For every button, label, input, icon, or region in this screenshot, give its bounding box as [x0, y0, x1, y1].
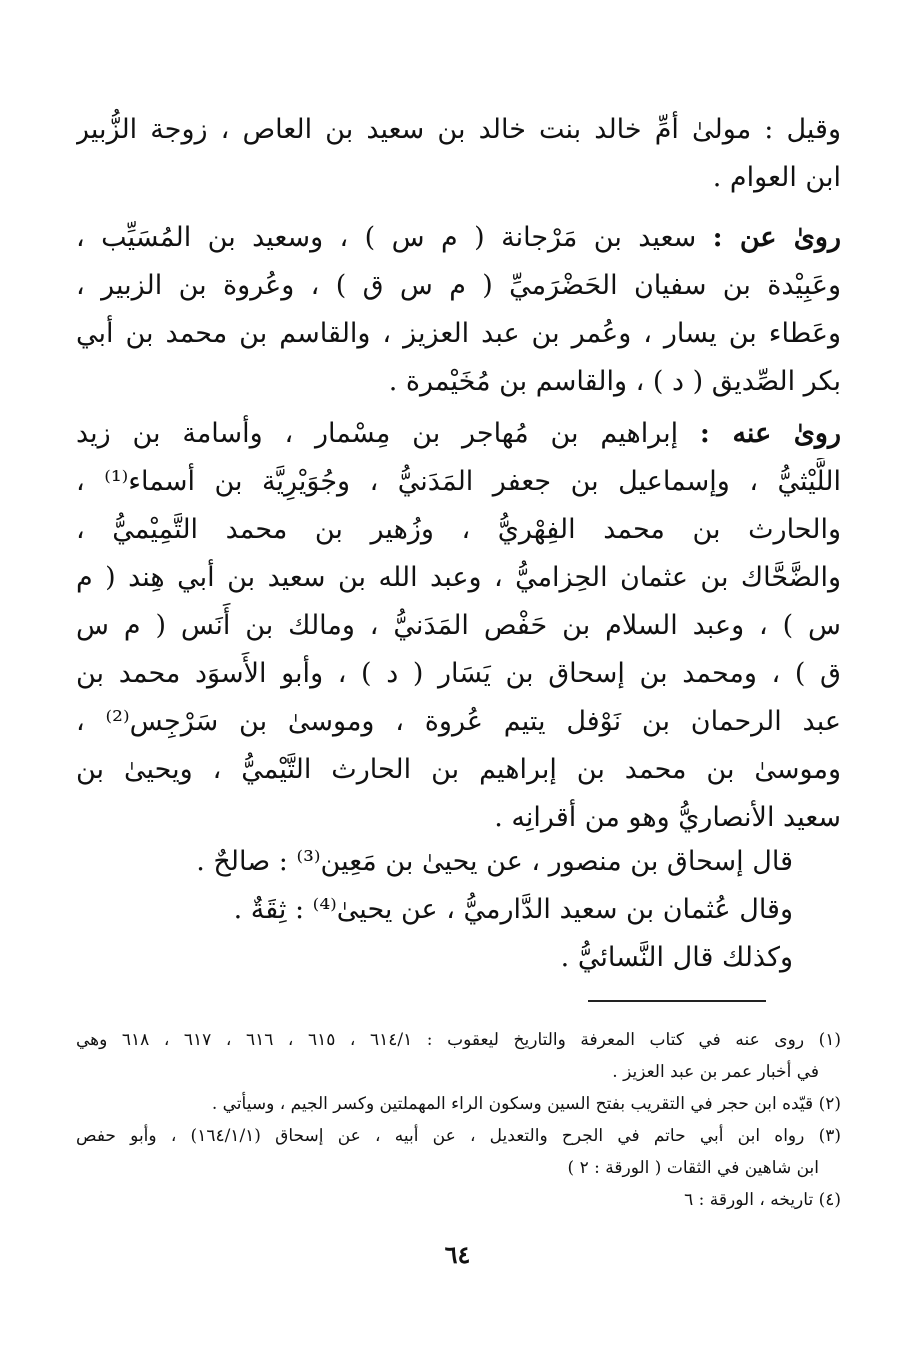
text-line: والضَّحَّاك بن عثمان الحِزاميُّ ، وعبد الله بن سعيد بن أبي هِند ( م	[76, 562, 841, 593]
text-line: وقيل : مولىٰ أمِّ خالد بنت خالد بن سعيد بن العاص ، زوجة الزُّبير	[76, 114, 841, 145]
text-line: س ) ، وعبد السلام بن حَفْص المَدَنيُّ ، ومالك بن أَنَس ( م س	[76, 610, 841, 641]
text-line: عبد الرحمان بن نَوْفل يتيم عُروة ، وموسىٰ بن سَرْجِس⁽²⁾ ،	[76, 706, 841, 737]
text-line: وعَبِيْدة بن سفيان الحَضْرَميِّ ( م س ق ) ، وعُروة بن الزبير ،	[76, 270, 841, 301]
footnote-line: (١) روى عنه في كتاب المعرفة والتاريخ ليعقوب : ٦١٤/١ ، ٦١٥ ، ٦١٦ ، ٦١٧ ، ٦١٨ وهي	[76, 1030, 841, 1050]
footnote-line: ابن شاهين في الثقات ( الورقة : ٢ )	[567, 1158, 819, 1178]
section-label: روىٰ عنه :	[699, 418, 841, 449]
footnote-line: (٢) قيّده ابن حجر في التقريب بفتح السين وسكون الراء المهملتين وكسر الجيم ، وسيأتي .	[211, 1094, 841, 1114]
text-line	[76, 214, 841, 262]
text-line: والحارث بن محمد الفِهْريُّ ، وزُهير بن محمد التَّمِيْميُّ ،	[76, 514, 841, 545]
text-line: بكر الصِّديق ( د ) ، والقاسم بن مُخَيْمرة .	[388, 366, 841, 397]
footnote-line: في أخبار عمر بن عبد العزيز .	[612, 1062, 819, 1082]
text-line: ق ) ، ومحمد بن إسحاق بن يَسَار ( د ) ، وأبو الأَسوَد محمد بن	[76, 658, 841, 689]
page-number: ٦٤	[444, 1240, 471, 1269]
text-line: ابن العوام .	[712, 162, 841, 193]
text-line: سعيد الأنصاريُّ وهو من أقرانِه .	[494, 802, 841, 833]
quotes-block	[76, 838, 841, 982]
footnotes	[76, 1024, 841, 1216]
text-line: اللَّيْثيُّ ، وإسماعيل بن جعفر المَدَنيُّ ، وجُوَيْرِيَّة بن أسماء⁽¹⁾ ،	[76, 466, 841, 497]
text-segment: إبراهيم بن مُهاجر بن مِسْمار ، وأسامة بن زيد	[76, 418, 679, 449]
paragraph-narrated-from	[76, 214, 841, 406]
footnote-line: (٣) رواه ابن أبي حاتم في الجرح والتعديل ، عن أبيه ، عن إسحاق (١٦٤/١/١) ، وأبو حفص	[76, 1126, 841, 1146]
footnote-divider	[588, 1000, 766, 1002]
paragraph-narrated-by	[76, 410, 841, 842]
text-segment: سعيد بن مَرْجانة ( م س ) ، وسعيد بن المُسَيِّب ،	[76, 222, 697, 253]
quote-line: وقال عُثمان بن سعيد الدَّارميُّ ، عن يحيىٰ⁽⁴⁾ : ثِقَةٌ .	[233, 894, 793, 925]
quote-line: قال إسحاق بن منصور ، عن يحيىٰ بن مَعِين⁽³⁾ : صالحٌ .	[196, 846, 793, 877]
paragraph-mawla	[76, 106, 841, 202]
footnote-line: (٤) تاريخه ، الورقة : ٦	[684, 1190, 841, 1210]
text-line: وعَطاء بن يسار ، وعُمر بن عبد العزيز ، والقاسم بن محمد بن أبي	[76, 318, 841, 349]
section-label: روىٰ عن :	[712, 222, 841, 253]
text-line: وموسىٰ بن محمد بن إبراهيم بن الحارث التَّيْميُّ ، ويحيىٰ بن	[76, 754, 841, 785]
text-line	[76, 410, 841, 458]
quote-line: وكذلك قال النَّسائيُّ .	[560, 942, 793, 973]
